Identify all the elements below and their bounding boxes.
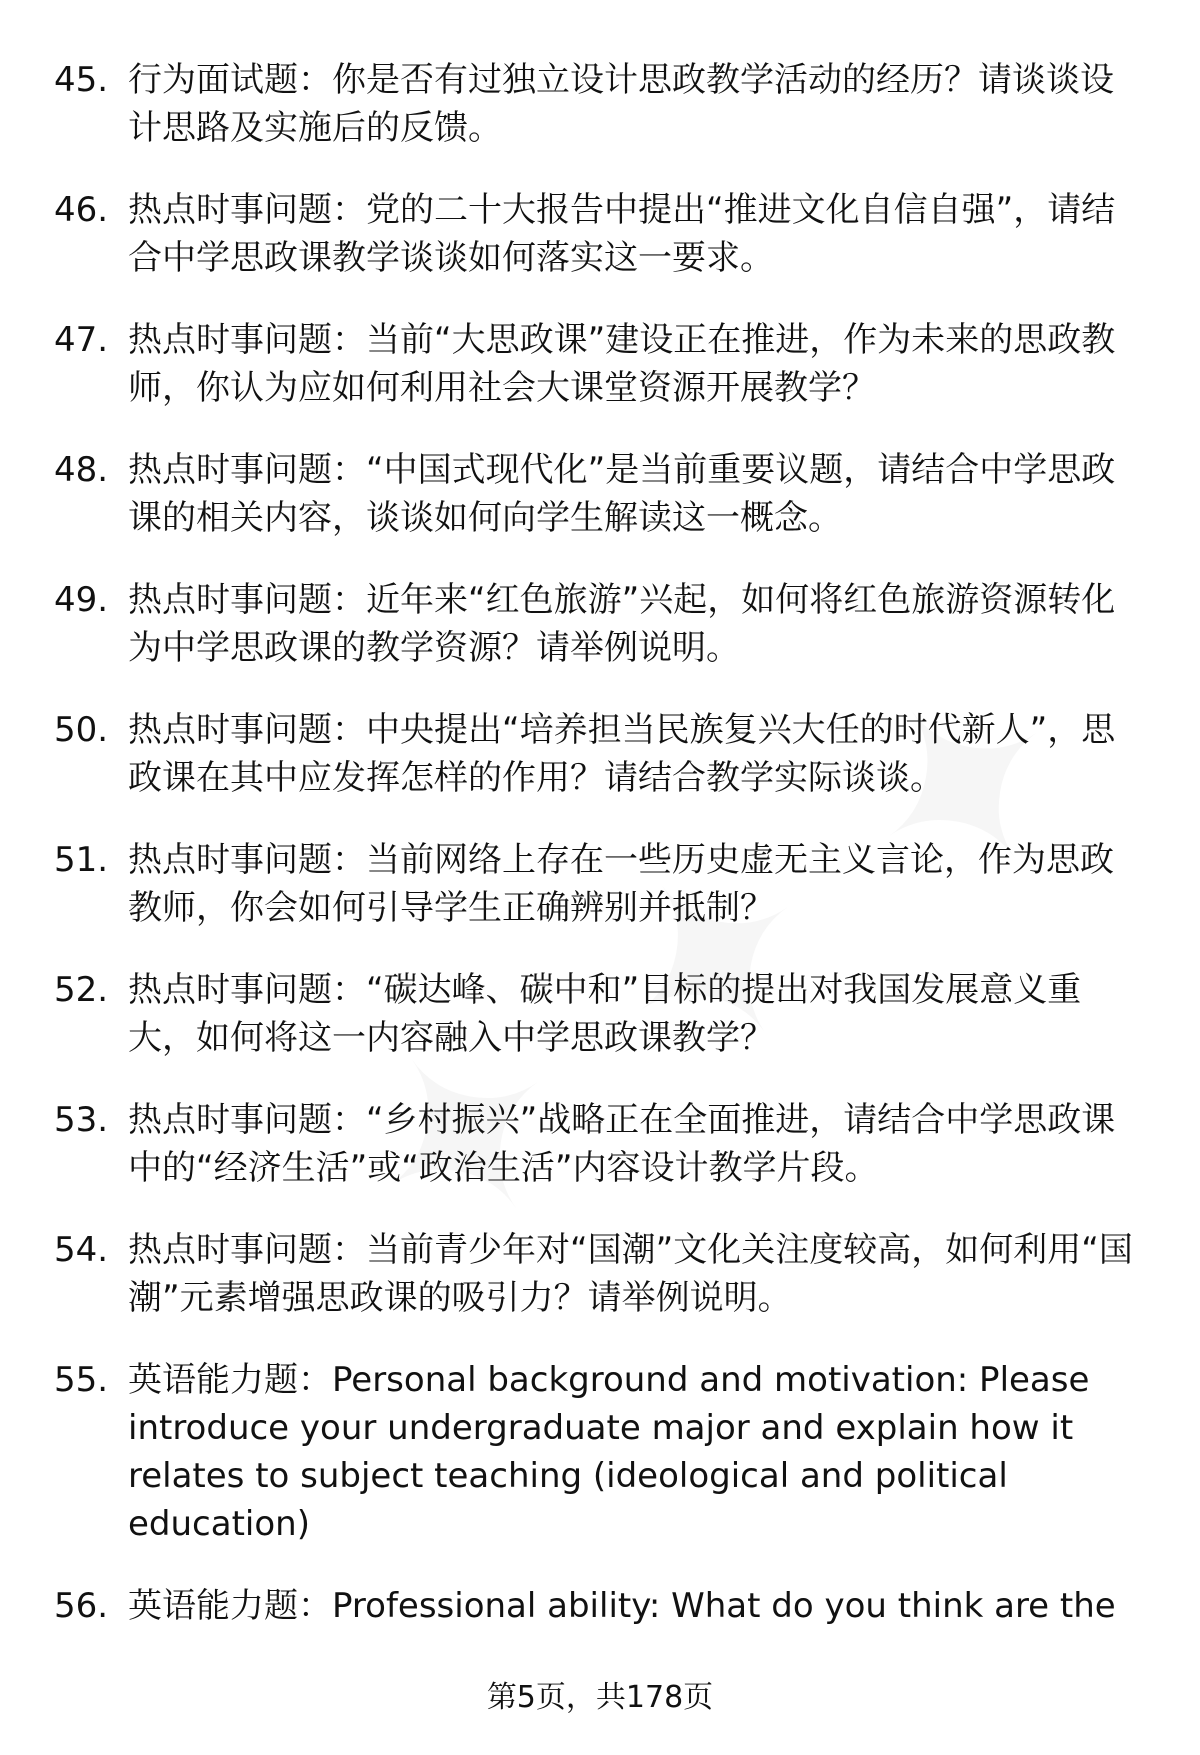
question-item	[0, 836, 1200, 932]
question-text: 热点时事问题：当前青少年对“国潮”文化关注度较高，如何利用“国潮”元素增强思政课的吸引力？请举例说明。	[128, 1230, 1133, 1318]
question-text: 热点时事问题：当前“大思政课”建设正在推进，作为未来的思政教师，你认为应如何利用社会大课堂资源开展教学？	[128, 320, 1116, 408]
question-item	[0, 576, 1200, 672]
question-item	[0, 56, 1200, 152]
question-item	[0, 316, 1200, 412]
question-text: 英语能力题：Personal background and motivation: Please introduce your undergraduate major and explain how it relates to subject teaching (ideological and political education)	[128, 1360, 1090, 1544]
question-text: 热点时事问题：近年来“红色旅游”兴起，如何将红色旅游资源转化为中学思政课的教学资源？请举例说明。	[128, 580, 1116, 668]
question-text: 热点时事问题：“乡村振兴”战略正在全面推进，请结合中学思政课中的“经济生活”或“政治生活”内容设计教学片段。	[128, 1100, 1116, 1188]
question-text: 行为面试题：你是否有过独立设计思政教学活动的经历？请谈谈设计思路及实施后的反馈。	[128, 60, 1114, 148]
question-number: 56.	[54, 1586, 109, 1626]
question-number: 52.	[54, 970, 109, 1010]
question-item	[0, 186, 1200, 282]
question-item	[0, 966, 1200, 1062]
question-number: 54.	[54, 1230, 109, 1270]
question-number: 45.	[54, 60, 109, 100]
question-number: 50.	[54, 710, 109, 750]
question-item	[0, 446, 1200, 542]
question-text: 热点时事问题：当前网络上存在一些历史虚无主义言论，作为思政教师，你会如何引导学生正确辨别并抵制？	[128, 840, 1114, 928]
question-number: 47.	[54, 320, 109, 360]
question-text: 英语能力题：Professional ability: What do you think are the	[128, 1586, 1116, 1626]
question-item	[0, 1226, 1200, 1322]
question-number: 48.	[54, 450, 109, 490]
question-item	[0, 706, 1200, 802]
question-number: 46.	[54, 190, 109, 230]
page-number-footer: 第5页，共178页	[486, 1680, 714, 1715]
question-number: 53.	[54, 1100, 109, 1140]
question-item	[0, 1582, 1200, 1630]
question-list	[0, 56, 1200, 1664]
question-number: 49.	[54, 580, 109, 620]
question-number: 55.	[54, 1360, 109, 1400]
question-text: 热点时事问题：“中国式现代化”是当前重要议题，请结合中学思政课的相关内容，谈谈如何向学生解读这一概念。	[128, 450, 1116, 538]
question-text: 热点时事问题：中央提出“培养担当民族复兴大任的时代新人”，思政课在其中应发挥怎样的作用？请结合教学实际谈谈。	[128, 710, 1116, 798]
question-number: 51.	[54, 840, 109, 880]
question-item	[0, 1096, 1200, 1192]
question-text: 热点时事问题：党的二十大报告中提出“推进文化自信自强”，请结合中学思政课教学谈谈如何落实这一要求。	[128, 190, 1116, 278]
question-item	[0, 1356, 1200, 1548]
question-text: 热点时事问题：“碳达峰、碳中和”目标的提出对我国发展意义重大，如何将这一内容融入中学思政课教学？	[128, 970, 1082, 1058]
